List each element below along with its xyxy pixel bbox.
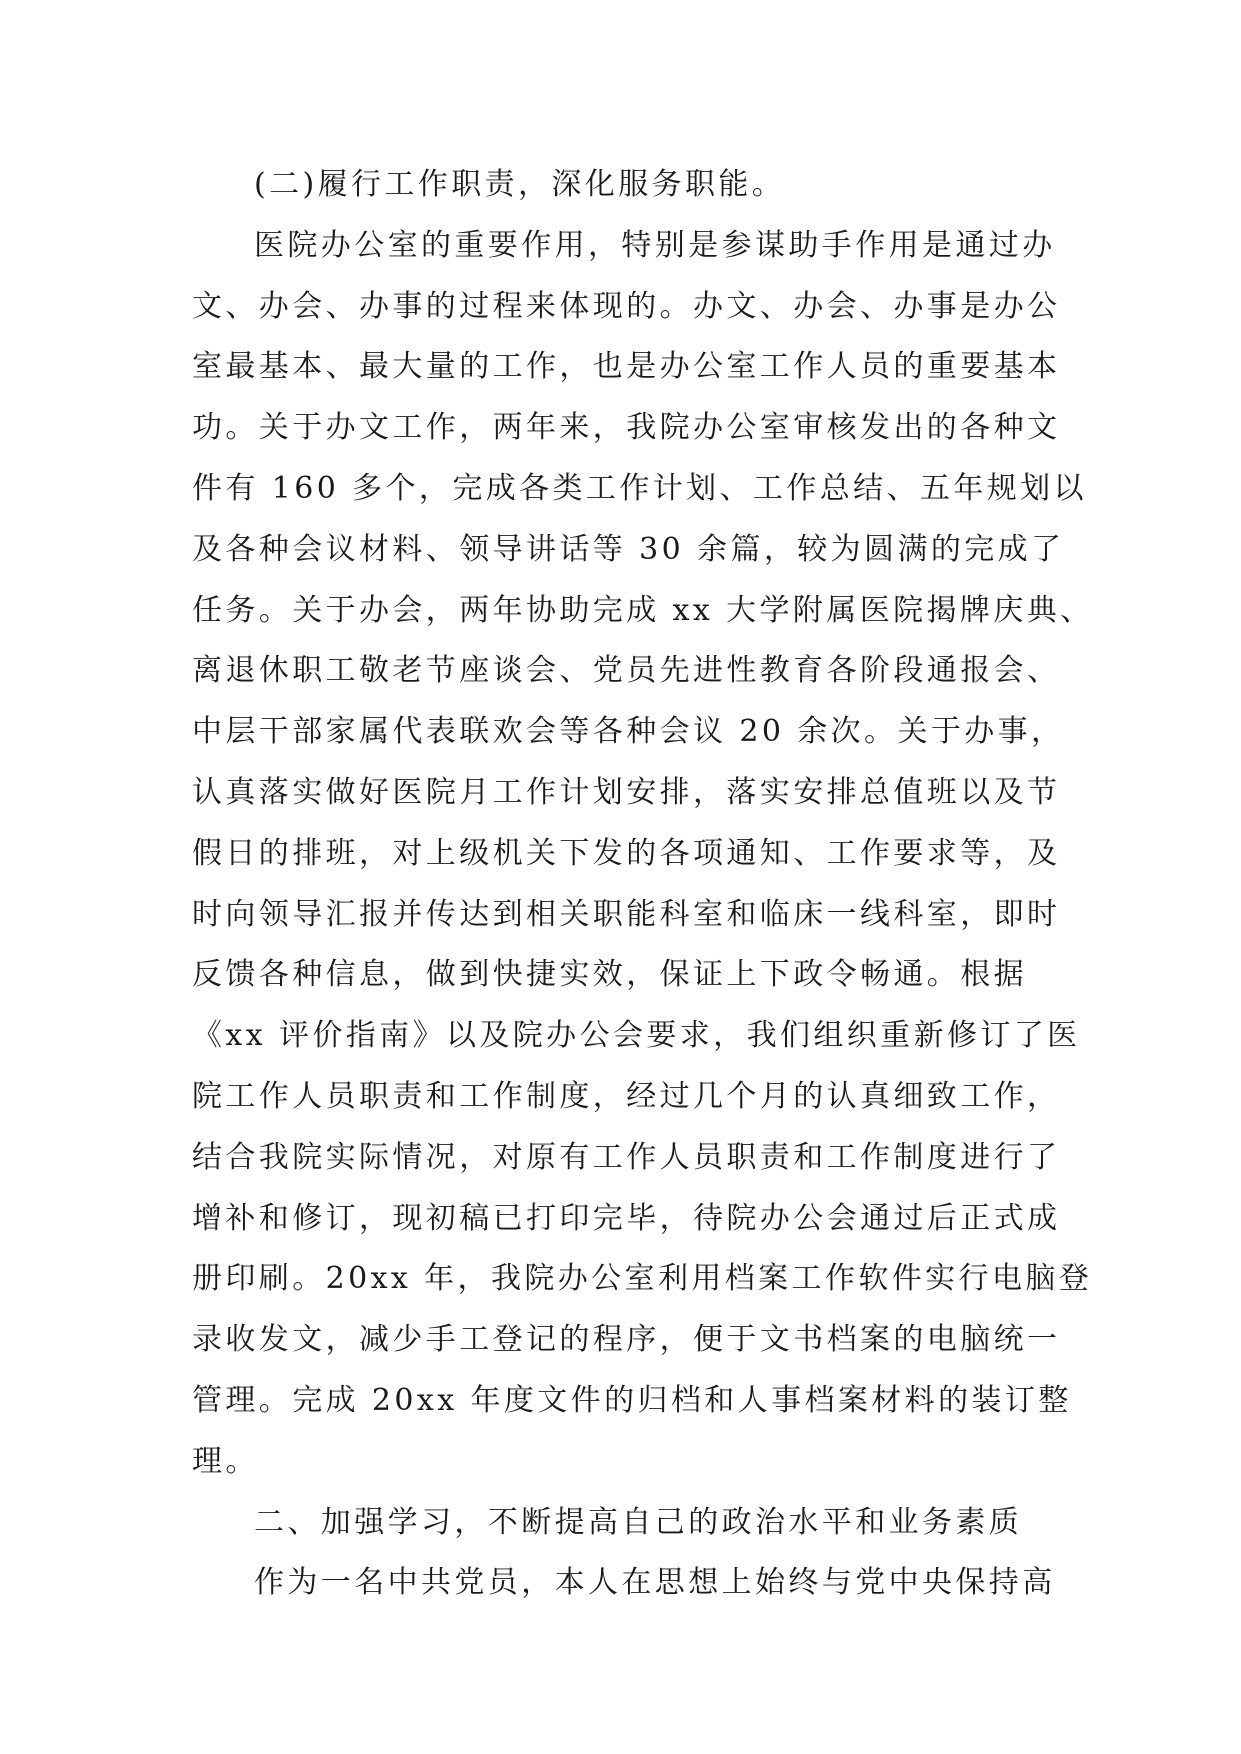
paragraph-line: 离退休职工敬老节座谈会、党员先进性教育各阶段通报会、 — [192, 653, 1061, 689]
paragraph-line: 时向领导汇报并传达到相关职能科室和临床一线科室，即时 — [192, 896, 1061, 932]
paragraph-line: 管理。完成 20xx 年度文件的归档和人事档案材料的装订整 — [192, 1382, 1072, 1418]
paragraph-line: 医院办公室的重要作用，特别是参谋助手作用是通过办 — [254, 227, 1056, 263]
paragraph-line: 《xx 评价指南》以及院办公会要求，我们组织重新修订了医 — [192, 1018, 1081, 1054]
paragraph-line: 及各种会议材料、领导讲话等 30 余篇，较为圆满的完成了 — [192, 531, 1065, 567]
paragraph-line: 录收发文，减少手工登记的程序，便于文书档案的电脑统一 — [192, 1322, 1061, 1358]
document-body — [192, 155, 1094, 1614]
paragraph-line: 假日的排班，对上级机关下发的各项通知、工作要求等，及 — [192, 835, 1061, 871]
paragraph-line: 结合我院实际情况，对原有工作人员职责和工作制度进行了 — [192, 1139, 1061, 1175]
paragraph-line: 中层干部家属代表联欢会等各种会议 20 余次。关于办事， — [192, 714, 1065, 750]
paragraph-line: 院工作人员职责和工作制度，经过几个月的认真细致工作， — [192, 1078, 1061, 1114]
paragraph-line: 室最基本、最大量的工作，也是办公室工作人员的重要基本 — [192, 349, 1061, 385]
section-heading: 二、加强学习，不断提高自己的政治水平和业务素质 — [254, 1504, 1023, 1540]
paragraph-line: 增补和修订，现初稿已打印完毕，待院办公会通过后正式成 — [192, 1200, 1061, 1236]
paragraph-line: 册印刷。20xx 年，我院办公室利用档案工作软件实行电脑登 — [192, 1261, 1093, 1297]
paragraph-line: 作为一名中共党员，本人在思想上始终与党中央保持高 — [254, 1565, 1056, 1601]
paragraph-line: 文、办会、办事的过程来体现的。办文、办会、办事是办公 — [192, 288, 1061, 324]
paragraph-line: 任务。关于办会，两年协助完成 xx 大学附属医院揭牌庆典、 — [192, 592, 1094, 628]
section-heading: (二)履行工作职责，深化服务职能。 — [254, 167, 786, 202]
paragraph-line: 反馈各种信息，做到快捷实效，保证上下政令畅通。根据 — [192, 957, 1027, 993]
paragraph-line: 认真落实做好医院月工作计划安排，落实安排总值班以及节 — [192, 774, 1061, 810]
paragraph-line: 件有 160 多个，完成各类工作计划、工作总结、五年规划以 — [192, 470, 1087, 506]
paragraph-line: 功。关于办文工作，两年来，我院办公室审核发出的各种文 — [192, 410, 1061, 446]
paragraph-line: 理。 — [192, 1443, 259, 1479]
